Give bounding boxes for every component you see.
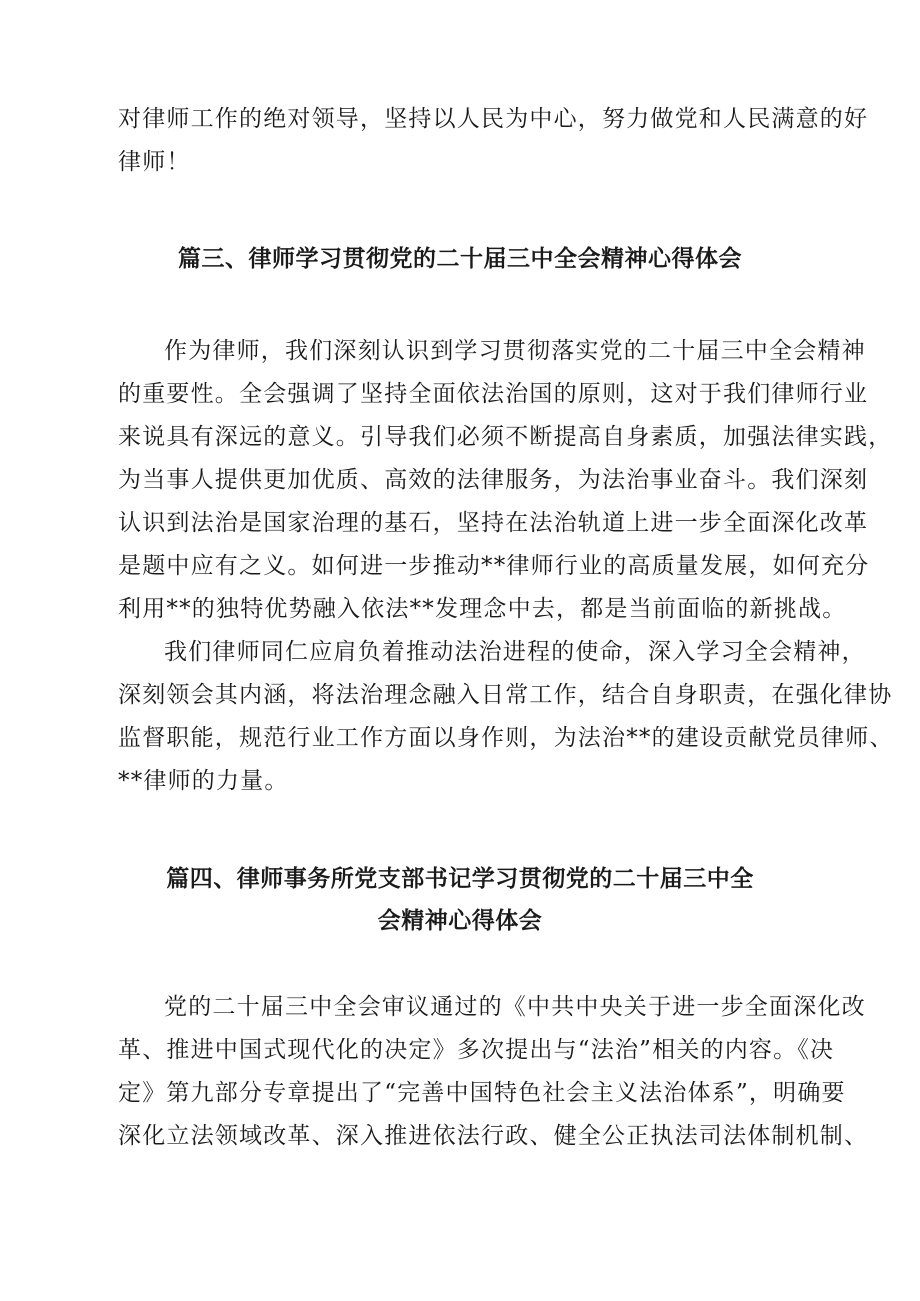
section-4-para-1-line-4: 深化立法领域改革、深入推进依法行政、健全公正执法司法体制机制、	[118, 1123, 869, 1149]
section-3-para-1-line-3: 来说具有深远的意义。引导我们必须不断提高自身素质，加强法律实践，	[118, 424, 893, 450]
section-4-para-1-line-1: 党的二十届三中全会审议通过的《中共中央关于进一步全面深化改	[164, 994, 866, 1020]
section-3-para-2-line-3: 监督职能，规范行业工作方面以身作则，为法治**的建设贡献党员律师、	[118, 725, 894, 751]
section-4-title-line-2: 会精神心得体会	[377, 908, 543, 934]
section-3-para-1-line-4: 为当事人提供更加优质、高效的法律服务，为法治事业奋斗。我们深刻	[118, 467, 869, 493]
section-3-para-2-line-2: 深刻领会其内涵，将法治理念融入日常工作，结合自身职责，在强化律协	[118, 682, 893, 708]
section-4-title-line-1: 篇四、律师事务所党支部书记学习贯彻党的二十届三中全	[166, 866, 754, 892]
intro-line-2: 律师！	[118, 149, 191, 175]
section-3-para-2-line-1: 我们律师同仁应肩负着推动法治进程的使命，深入学习全会精神，	[164, 639, 866, 665]
section-3-para-1-line-1: 作为律师，我们深刻认识到学习贯彻落实党的二十届三中全会精神	[164, 338, 866, 364]
section-3-title: 篇三、律师学习贯彻党的二十届三中全会精神心得体会	[178, 246, 742, 272]
section-3-para-1-line-7: 利用**的独特优势融入依法**发理念中去，都是当前面临的新挑战。	[118, 596, 847, 622]
section-4-para-1-line-2: 革、推进中国式现代化的决定》多次提出与“法治”相关的内容。《决	[118, 1037, 835, 1063]
section-3-para-2-line-4: **律师的力量。	[118, 768, 289, 794]
section-3-para-1-line-6: 是题中应有之义。如何进一步推动**律师行业的高质量发展，如何充分	[118, 553, 870, 579]
section-4-para-1-line-3: 定》第九部分专章提出了“完善中国特色社会主义法治体系”，明确要	[118, 1080, 846, 1106]
section-3-para-1-line-2: 的重要性。全会强调了坚持全面依法治国的原则，这对于我们律师行业	[118, 381, 869, 407]
intro-line-1: 对律师工作的绝对领导，坚持以人民为中心，努力做党和人民满意的好	[118, 106, 869, 132]
section-3-para-1-line-5: 认识到法治是国家治理的基石，坚持在法治轨道上进一步全面深化改革	[118, 510, 869, 536]
